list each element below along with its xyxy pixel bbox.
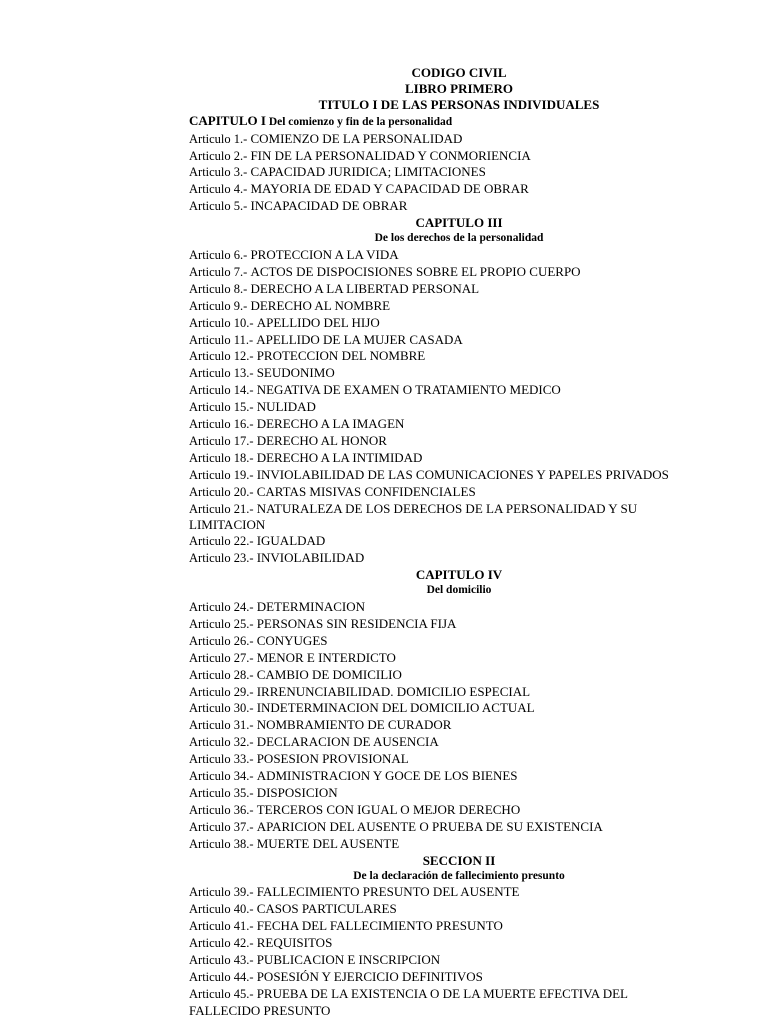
article-number: Articulo 6.- xyxy=(189,247,251,262)
article-number: Articulo 13.- xyxy=(189,366,257,381)
article-entry xyxy=(189,751,729,768)
chapter-title: Del comienzo y fin de la personalidad xyxy=(265,115,453,128)
article-title: PUBLICACION E INSCRIPCION xyxy=(256,952,441,968)
article-number: Articulo 26.- xyxy=(189,633,257,648)
article-entry xyxy=(189,298,729,315)
article-entry xyxy=(189,802,729,819)
article-entry xyxy=(189,884,729,901)
article-entry xyxy=(189,416,729,433)
article-title: CAMBIO DE DOMICILIO xyxy=(256,666,402,682)
article-entry xyxy=(189,550,729,567)
article-number: Articulo 30.- xyxy=(189,701,257,716)
article-number: Articulo 41.- xyxy=(189,919,257,934)
article-entry xyxy=(189,281,729,298)
article-number: Articulo 19.- xyxy=(189,467,257,482)
article-entry xyxy=(189,785,729,802)
article-number: Articulo 22.- xyxy=(189,534,257,549)
article-entry xyxy=(189,332,729,349)
article-title: COMIENZO DE LA PERSONALIDAD xyxy=(250,130,463,146)
article-title: CASOS PARTICULARES xyxy=(256,901,397,917)
article-title: CONYUGES xyxy=(256,632,328,648)
article-number: Articulo 8.- xyxy=(189,281,251,296)
article-title: TERCEROS CON IGUAL O MEJOR DERECHO xyxy=(256,801,521,817)
article-entry xyxy=(189,734,729,751)
article-number: Articulo 4.- xyxy=(189,182,251,197)
article-entry xyxy=(189,264,729,281)
article-number: Articulo 43.- xyxy=(189,953,257,968)
article-number: Articulo 20.- xyxy=(189,484,257,499)
article-number: Articulo 39.- xyxy=(189,885,257,900)
article-entry xyxy=(189,969,729,986)
article-title: DECLARACION DE AUSENCIA xyxy=(256,734,439,750)
article-title: POSESIÓN Y EJERCICIO DEFINITIVOS xyxy=(256,968,483,984)
article-entry xyxy=(189,819,729,836)
article-title: MUERTE DEL AUSENTE xyxy=(256,835,400,851)
article-title: NOMBRAMIENTO DE CURADOR xyxy=(256,717,452,733)
article-number: Articulo 5.- xyxy=(189,199,251,214)
article-number: Articulo 23.- xyxy=(189,551,257,566)
article-title: PERSONAS SIN RESIDENCIA FIJA xyxy=(256,615,457,631)
article-number: Articulo 16.- xyxy=(189,417,257,432)
article-title: APARICION DEL AUSENTE O PRUEBA DE SU EXISTENCIA xyxy=(256,818,603,834)
article-title: ACTOS DE DISPOCISIONES SOBRE EL PROPIO CUERPO xyxy=(250,263,581,279)
article-number: Articulo 10.- xyxy=(189,315,257,330)
article-title: MAYORIA DE EDAD Y CAPACIDAD DE OBRAR xyxy=(250,181,529,197)
article-number: Articulo 3.- xyxy=(189,165,251,180)
article-title: PRUEBA DE LA EXISTENCIA O DE LA MUERTE EFECTIVA DEL xyxy=(256,985,628,1001)
article-number: Articulo 37.- xyxy=(189,819,257,834)
article-entry xyxy=(189,700,729,717)
article-number: Articulo 11.- xyxy=(189,332,257,347)
article-entry xyxy=(189,533,729,550)
article-entry xyxy=(189,399,729,416)
article-number: Articulo 17.- xyxy=(189,433,257,448)
section-subheading: De los derechos de la personalidad xyxy=(374,232,544,245)
article-number: Articulo 32.- xyxy=(189,735,257,750)
article-entry xyxy=(189,198,729,215)
article-number: Articulo 12.- xyxy=(189,349,257,364)
article-title: INVIOLABILIDAD DE LAS COMUNICACIONES Y PAPELES PRIVADOS xyxy=(256,466,669,482)
article-title: PROTECCION A LA VIDA xyxy=(250,246,399,262)
article-entry xyxy=(189,768,729,785)
article-number: Articulo 24.- xyxy=(189,600,257,614)
article-title-continuation: LIMITACION xyxy=(189,517,266,533)
article-title: INVIOLABILIDAD xyxy=(256,550,365,566)
article-number: Articulo 21.- xyxy=(189,501,257,516)
article-entry xyxy=(189,667,729,684)
article-entry xyxy=(189,131,729,148)
article-title: APELLIDO DEL HIJO xyxy=(256,314,380,330)
article-number: Articulo 18.- xyxy=(189,450,257,465)
article-entry xyxy=(189,164,729,181)
article-title: INCAPACIDAD DE OBRAR xyxy=(250,198,408,214)
article-title: APELLIDO DE LA MUJER CASADA xyxy=(256,331,463,347)
article-title: NATURALEZA DE LOS DERECHOS DE LA PERSONALIDAD Y SU xyxy=(256,500,638,516)
section-heading: TITULO I DE LAS PERSONAS INDIVIDUALES xyxy=(318,96,600,112)
article-number: Articulo 31.- xyxy=(189,718,257,733)
article-entry xyxy=(189,181,729,198)
article-number: Articulo 44.- xyxy=(189,969,257,984)
article-number: Articulo 42.- xyxy=(189,936,257,951)
article-entry xyxy=(189,467,729,484)
article-title: DERECHO A LA LIBERTAD PERSONAL xyxy=(250,280,480,296)
article-number: Articulo 35.- xyxy=(189,785,257,800)
article-number: Articulo 40.- xyxy=(189,902,257,917)
article-entry xyxy=(189,901,729,918)
article-title: PROTECCION DEL NOMBRE xyxy=(256,348,426,364)
article-number: Articulo 2.- xyxy=(189,148,251,163)
article-entry xyxy=(189,450,729,467)
article-entry xyxy=(189,616,729,633)
article-title-continuation: FALLECIDO PRESUNTO xyxy=(189,1002,331,1018)
article-number: Articulo 27.- xyxy=(189,650,257,665)
section-heading: LIBRO PRIMERO xyxy=(405,80,513,96)
article-entry xyxy=(189,148,729,165)
article-number: Articulo 7.- xyxy=(189,264,251,279)
article-entry xyxy=(189,433,729,450)
article-number: Articulo 45.- xyxy=(189,986,257,1001)
article-entry xyxy=(189,650,729,667)
article-title: DERECHO A LA IMAGEN xyxy=(256,416,405,432)
article-entry xyxy=(189,717,729,734)
article-entry xyxy=(189,315,729,332)
article-title: POSESION PROVISIONAL xyxy=(256,751,409,767)
article-entry xyxy=(189,348,729,365)
article-entry xyxy=(189,952,729,969)
article-entry xyxy=(189,484,729,501)
document-page xyxy=(189,65,729,1019)
article-entry xyxy=(189,986,729,1003)
article-entry xyxy=(189,501,729,518)
article-title: DERECHO AL HONOR xyxy=(256,432,387,448)
article-entry xyxy=(189,918,729,935)
article-title: MENOR E INTERDICTO xyxy=(256,649,396,665)
section-heading: CODIGO CIVIL xyxy=(411,65,507,80)
article-entry xyxy=(189,935,729,952)
article-number: Articulo 1.- xyxy=(189,131,251,146)
article-title: NULIDAD xyxy=(256,399,316,415)
article-number: Articulo 33.- xyxy=(189,752,257,767)
article-entry xyxy=(189,382,729,399)
article-number: Articulo 25.- xyxy=(189,616,257,631)
article-title: SEUDONIMO xyxy=(256,365,335,381)
article-number: Articulo 15.- xyxy=(189,400,257,415)
section-heading: SECCION II xyxy=(422,852,496,868)
section-heading: CAPITULO III xyxy=(415,215,503,231)
article-number: Articulo 34.- xyxy=(189,769,257,784)
article-title: IRRENUNCIABILIDAD. DOMICILIO ESPECIAL xyxy=(256,683,531,699)
article-title: CARTAS MISIVAS CONFIDENCIALES xyxy=(256,483,476,499)
section-heading: CAPITULO IV xyxy=(415,567,503,583)
article-title: DERECHO A LA INTIMIDAD xyxy=(256,449,423,465)
article-title: CAPACIDAD JURIDICA; LIMITACIONES xyxy=(250,164,486,180)
article-title: INDETERMINACION DEL DOMICILIO ACTUAL xyxy=(256,700,535,716)
chapter-label: CAPITULO I xyxy=(189,112,266,128)
article-number: Articulo 9.- xyxy=(189,298,251,313)
article-number: Articulo 38.- xyxy=(189,836,257,851)
article-entry xyxy=(189,836,729,853)
section-subheading: De la declaración de fallecimiento presunto xyxy=(353,869,565,882)
article-entry xyxy=(189,247,729,264)
article-title: REQUISITOS xyxy=(256,935,333,951)
section-subheading: Del domicilio xyxy=(426,584,492,597)
article-number: Articulo 14.- xyxy=(189,383,257,398)
chapter-heading xyxy=(189,113,729,131)
article-entry xyxy=(189,365,729,382)
article-number: Articulo 36.- xyxy=(189,802,257,817)
article-entry xyxy=(189,633,729,650)
article-title: DETERMINACION xyxy=(256,599,366,614)
article-entry xyxy=(189,684,729,701)
article-number: Articulo 28.- xyxy=(189,667,257,682)
article-title: NEGATIVA DE EXAMEN O TRATAMIENTO MEDICO xyxy=(256,382,561,398)
article-title: FIN DE LA PERSONALIDAD Y CONMORIENCIA xyxy=(250,147,531,163)
article-title: ADMINISTRACION Y GOCE DE LOS BIENES xyxy=(256,768,518,784)
article-title: FALLECIMIENTO PRESUNTO DEL AUSENTE xyxy=(256,884,520,900)
article-title: DISPOSICION xyxy=(256,784,338,800)
article-title: FECHA DEL FALLECIMIENTO PRESUNTO xyxy=(256,918,503,934)
article-entry xyxy=(189,599,729,616)
article-title: IGUALDAD xyxy=(256,533,326,549)
article-title: DERECHO AL NOMBRE xyxy=(250,297,391,313)
article-number: Articulo 29.- xyxy=(189,684,257,699)
